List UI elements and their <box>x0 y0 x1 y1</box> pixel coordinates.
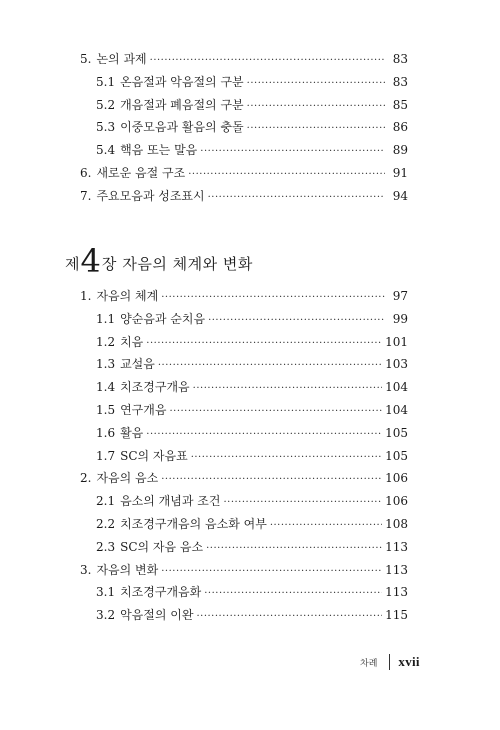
toc-entry-title: 논의 과제 <box>96 52 147 66</box>
toc-entry[interactable] <box>96 331 408 353</box>
toc-entry-number: 3. <box>80 562 92 577</box>
toc-dot-leader <box>161 469 382 491</box>
toc-entry-number: 3.1 <box>96 585 116 600</box>
chapter-title: 자음의 체계와 변화 <box>122 255 253 273</box>
toc-entry-number: 5.4 <box>96 143 116 158</box>
toc-entry-number: 1.4 <box>96 380 116 395</box>
toc-entry[interactable] <box>96 490 408 512</box>
toc-entry-page: 104 <box>385 380 408 395</box>
toc-entry-title: 새로운 음절 구조 <box>96 166 186 180</box>
toc-entry-page: 99 <box>392 311 408 326</box>
toc-dot-leader <box>204 583 382 605</box>
toc-entry-page: 91 <box>392 166 408 180</box>
toc-entry-page: 83 <box>392 52 408 66</box>
toc-entry[interactable] <box>96 376 408 398</box>
toc-dot-leader <box>150 50 385 72</box>
toc-entry-number: 1.1 <box>96 311 116 326</box>
toc-entry-title: 자음의 체계 <box>96 289 159 303</box>
toc-entry-title: 자음의 음소 <box>96 471 159 486</box>
toc-entry-number: 5.3 <box>96 120 116 135</box>
toc-entry[interactable] <box>80 48 408 70</box>
toc-dot-leader <box>161 287 385 309</box>
toc-entry-page: 97 <box>392 289 408 303</box>
toc-entry[interactable] <box>96 308 408 330</box>
chapter-heading <box>65 242 253 280</box>
toc-entry-title: 악음절의 이완 <box>120 608 194 623</box>
toc-dot-leader <box>247 96 385 118</box>
toc-entry-title: 이중모음과 활음의 충돌 <box>120 120 244 135</box>
toc-entry-title: 온음절과 악음절의 구분 <box>120 74 244 89</box>
toc-entry-number: 1.3 <box>96 357 116 372</box>
toc-entry-title: 교설음 <box>120 357 155 372</box>
toc-entry-title: 주요모음과 성조표시 <box>96 188 205 203</box>
toc-entry-page: 108 <box>385 517 408 531</box>
toc-dot-leader <box>188 164 385 186</box>
toc-entry-page: 83 <box>392 74 408 89</box>
toc-entry-title: SC의 자음표 <box>120 448 188 463</box>
toc-entry-number: 2.2 <box>96 517 116 531</box>
toc-entry[interactable] <box>96 116 408 138</box>
toc-entry-page: 106 <box>385 494 408 509</box>
toc-entry-title: 음소의 개념과 조건 <box>120 494 221 509</box>
toc-entry-number: 1. <box>80 289 92 303</box>
toc-entry-number: 2.1 <box>96 494 116 509</box>
toc-entry-page: 86 <box>392 120 408 135</box>
toc-dot-leader <box>208 310 385 332</box>
toc-entry[interactable] <box>96 581 408 603</box>
toc-entry-title: 활음 <box>120 425 144 440</box>
toc-entry[interactable] <box>80 185 408 207</box>
toc-entry-page: 85 <box>392 97 408 112</box>
toc-entry[interactable] <box>96 604 408 626</box>
toc-entry-page: 105 <box>385 448 408 463</box>
toc-entry[interactable] <box>96 139 408 161</box>
toc-entry[interactable] <box>80 559 408 581</box>
toc-dot-leader <box>270 515 382 537</box>
toc-entry-number: 6. <box>80 166 92 180</box>
toc-dot-leader <box>146 333 382 355</box>
toc-dot-leader <box>208 187 385 209</box>
toc-entry-title: 자음의 변화 <box>96 562 159 577</box>
toc-entry[interactable] <box>96 422 408 444</box>
footer-label: 차례 <box>360 658 378 669</box>
toc-entry-page: 113 <box>385 562 408 577</box>
toc-dot-leader <box>191 447 382 469</box>
toc-entry-number: 5. <box>80 52 92 66</box>
toc-entry-page: 105 <box>385 425 408 440</box>
toc-entry-number: 2.3 <box>96 539 116 554</box>
toc-entry-title: 치조경구개음화 <box>120 585 202 600</box>
toc-entry-page: 94 <box>392 188 408 203</box>
toc-dot-leader <box>247 73 385 95</box>
toc-entry-title: 양순음과 순치음 <box>120 311 206 326</box>
page-footer <box>360 654 420 670</box>
toc-entry-number: 7. <box>80 188 92 203</box>
toc-entry-number: 2. <box>80 471 92 486</box>
toc-entry-page: 89 <box>392 143 408 158</box>
toc-entry[interactable] <box>96 536 408 558</box>
toc-dot-leader <box>206 538 382 560</box>
toc-entry-page: 106 <box>385 471 408 486</box>
toc-entry[interactable] <box>80 162 408 184</box>
toc-entry-title: 치조경구개음 <box>120 380 190 395</box>
toc-dot-leader <box>169 401 382 423</box>
toc-entry-title: 연구개음 <box>120 403 167 417</box>
toc-entry[interactable] <box>96 445 408 467</box>
toc-entry-page: 113 <box>385 539 408 554</box>
toc-entry-number: 5.1 <box>96 74 116 89</box>
toc-dot-leader <box>158 355 382 377</box>
toc-entry[interactable] <box>96 353 408 375</box>
toc-dot-leader <box>247 118 385 140</box>
toc-dot-leader <box>193 378 382 400</box>
page-number: xvii <box>398 654 420 669</box>
toc-entry-page: 115 <box>385 608 408 623</box>
toc-dot-leader <box>196 606 382 628</box>
toc-entry-page: 113 <box>385 585 408 600</box>
chapter-prefix: 제 <box>65 255 80 273</box>
toc-entry-number: 1.6 <box>96 425 116 440</box>
toc-entry-number: 5.2 <box>96 97 116 112</box>
chapter-suffix: 장 <box>101 255 117 273</box>
toc-entry[interactable] <box>96 94 408 116</box>
chapter-number: 4 <box>80 242 101 280</box>
toc-entry-title: 치음 <box>120 334 144 349</box>
toc-entry-number: 1.2 <box>96 334 116 349</box>
footer-divider <box>389 654 390 670</box>
toc-entry-title: 개음절과 폐음절의 구분 <box>120 97 244 112</box>
toc-entry-number: 1.7 <box>96 448 116 463</box>
toc-entry[interactable] <box>96 399 408 421</box>
toc-entry-number: 3.2 <box>96 608 116 623</box>
toc-entry[interactable] <box>80 285 408 307</box>
toc-entry-page: 101 <box>385 334 408 349</box>
toc-entry-title: 핵음 또는 말음 <box>120 143 198 158</box>
toc-dot-leader <box>200 141 385 163</box>
toc-entry-page: 104 <box>385 403 408 417</box>
toc-dot-leader <box>146 424 382 446</box>
toc-entry-title: 치조경구개음의 음소화 여부 <box>120 517 267 531</box>
toc-entry[interactable] <box>96 71 408 93</box>
toc-dot-leader <box>161 561 382 583</box>
toc-dot-leader <box>223 492 382 514</box>
toc-entry[interactable] <box>96 513 408 535</box>
toc-entry[interactable] <box>80 467 408 489</box>
toc-entry-page: 103 <box>385 357 408 372</box>
toc-entry-title: SC의 자음 음소 <box>120 539 204 554</box>
toc-entry-number: 1.5 <box>96 403 116 417</box>
